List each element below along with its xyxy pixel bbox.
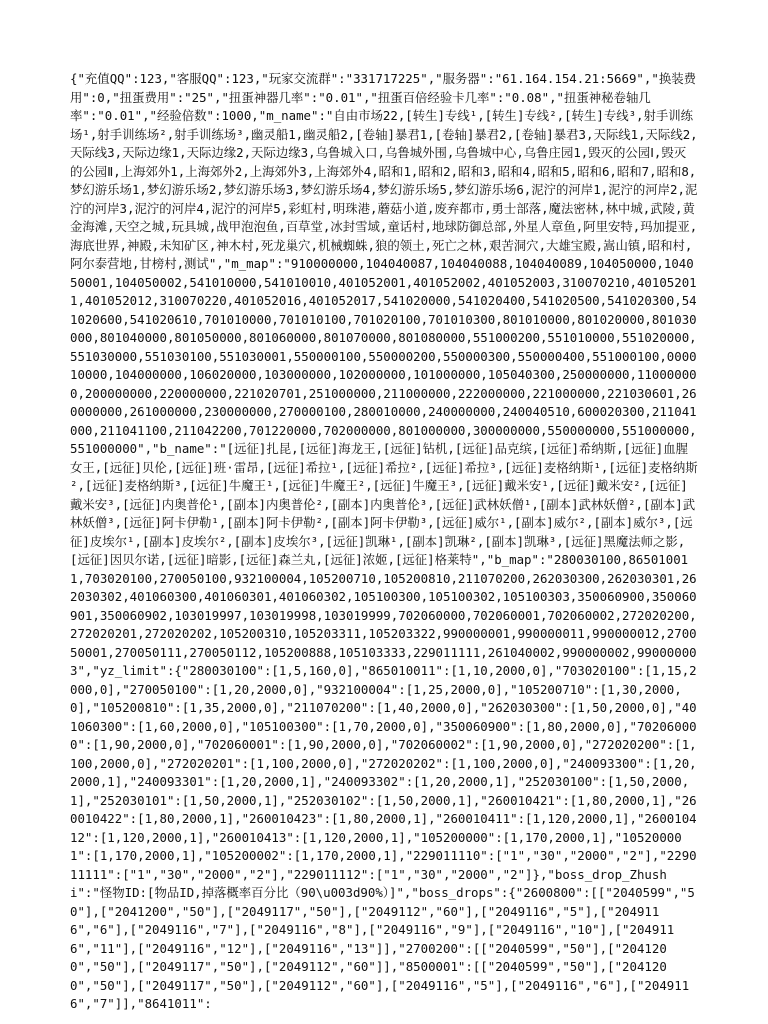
document-page xyxy=(70,70,698,1011)
config-json-text: {"充值QQ":123,"客服QQ":123,"玩家交流群":"331717225","服务器":"61.164.154.21:5669","换装费用":0,"扭蛋费用":"25","扭蛋神器几率":"0.01","扭蛋百倍经验卡几率":"0.08","扭蛋神秘卷轴几率":"0.01","经验倍数":1000,"m_name":"自由市场22,[转生]专线¹,[转生]专线²,[转生]专线³,射手训练场¹,射手训练场²,射手训练场³,幽灵船1,幽灵船2,[卷轴]暴君1,[卷轴]暴君2,[卷轴]暴君3,天际线1,天际线2,天际线3,天际边缘1,天际边缘2,天际边缘3,乌鲁城入口,乌鲁城外围,乌鲁城中心,乌鲁庄园1,毁灭的公园Ⅰ,毁灭的公园Ⅱ,上海郊外1,上海郊外2,上海郊外3,上海郊外4,昭和1,昭和2,昭和3,昭和4,昭和5,昭和6,昭和7,昭和8,梦幻游乐场1,梦幻游乐场2,梦幻游乐场3,梦幻游乐场4,梦幻游乐场5,梦幻游乐场6,泥泞的河岸1,泥泞的河岸2,泥泞的河岸3,泥泞的河岸4,泥泞的河岸5,彩虹村,明珠港,蘑菇小道,废弃都市,勇士部落,魔法密林,林中城,武陵,黄金海滩,天空之城,玩具城,战甲泡泡鱼,百草堂,冰封雪域,童话村,地球防御总部,外星人章鱼,阿里安特,玛加提亚,海底世界,神殿,未知矿区,神木村,死龙巢穴,机械蜘蛛,狼的领土,死亡之林,艰苦洞穴,大雄宝殿,嵩山镇,昭和村,阿尔泰营地,甘榜村,测试","m_map":"910000000,104040087,104040088,104040089,104050000,104050001,104050002,541010000,541010010,401052001,401052002,401052003,310070210,401052011,401052012,310070220,401052016,401052017,541020000,541020400,541020500,541020300,541020600,541020610,701010000,701010100,701020100,701010300,801010000,801020000,801030000,801040000,801050000,801060000,801070000,801080000,551000200,551010000,551020000,551030000,551030100,551030001,550000100,550000200,550000300,550000400,551000100,000010000,104000000,106020000,103000000,102000000,101000000,105040300,250000000,110000000,200000000,220000000,221020701,251000000,211000000,222000000,221000000,221030601,260000000,261000000,230000000,270000100,280010000,240000000,240040510,600020300,211041000,211041100,211042200,701220000,702000000,801000000,300000000,550000000,551000000,551000000","b_name":"[远征]扎昆,[远征]海龙王,[远征]钻机,[远征]品克缤,[远征]希纳斯,[远征]血腥女王,[远征]贝伦,[远征]班·雷昂,[远征]希拉¹,[远征]希拉²,[远征]希拉³,[远征]麦格纳斯¹,[远征]麦格纳斯²,[远征]麦格纳斯³,[远征]牛魔王¹,[远征]牛魔王²,[远征]牛魔王³,[远征]戴米安¹,[远征]戴米安²,[远征]戴米安³,[远征]内奥普伦¹,[副本]内奥普伦²,[副本]内奥普伦³,[远征]武林妖僧¹,[副本]武林妖僧²,[副本]武林妖僧³,[远征]阿卡伊勒¹,[副本]阿卡伊勒²,[副本]阿卡伊勒³,[远征]威尔¹,[副本]威尔²,[副本]威尔³,[远征]皮埃尔¹,[副本]皮埃尔²,[副本]皮埃尔³,[远征]凯琳¹,[副本]凯琳²,[副本]凯琳³,[远征]黑魔法师之影,[远征]因贝尔诺,[远征]暗影,[远征]森兰丸,[远征]浓姬,[远征]格莱特","b_map":"280030100,865010011,703020100,270050100,932100004,105200710,105200810,211070200,262030300,262030301,262030302,401060300,401060301,401060302,105100300,105100302,105100303,350060900,350060901,350060902,103019997,103019998,103019999,702060000,702060001,702060002,272020200,272020201,272020202,105200310,105203311,105203322,990000001,990000011,990000012,270050001,270050111,270050112,105200888,105103333,229011111,261040002,990000002,990000003","yz_limit":{"280030100":[1,5,160,0],"865010011":[1,10,2000,0],"703020100":[1,15,2000,0],"270050100":[1,20,2000,0],"932100004":[1,25,2000,0],"105200710":[1,30,2000,0],"105200810":[1,35,2000,0],"211070200":[1,40,2000,0],"262030300":[1,50,2000,0],"401060300":[1,60,2000,0],"105100300":[1,70,2000,0],"350060900":[1,80,2000,0],"702060000":[1,90,2000,0],"702060001":[1,90,2000,0],"702060002":[1,90,2000,0],"272020200":[1,100,2000,0],"272020201":[1,100,2000,0],"272020202":[1,100,2000,0],"240093300":[1,20,2000,1],"240093301":[1,20,2000,1],"240093302":[1,20,2000,1],"252030100":[1,50,2000,1],"252030101":[1,50,2000,1],"252030102":[1,50,2000,1],"260010421":[1,80,2000,1],"260010422":[1,80,2000,1],"260010423":[1,80,2000,1],"260010411":[1,120,2000,1],"260010412":[1,120,2000,1],"260010413":[1,120,2000,1],"105200000":[1,170,2000,1],"105200001":[1,170,2000,1],"105200002":[1,170,2000,1],"229011110":["1","30","2000","2"],"229011111":["1","30","2000","2"],"229011112":["1","30","2000","2"]},"boss_drop_Zhushi":"怪物ID:[物品ID,掉落概率百分比（90\u003d90%）]","boss_drops":{"2600800":[["2040599","50"],["2041200","50"],["2049117","50"],["2049112","60"],["2049116","5"],["2049116","6"],["2049116","7"],["2049116","8"],["2049116","9"],["2049116","10"],["2049116","11"],["2049116","12"],["2049116","13"]],"2700200":[["2040599","50"],["2041200","50"],["2049117","50"],["2049112","60"]],"8500001":[["2040599","50"],["2041200","50"],["2049117","50"],["2049112","60"],["2049116","5"],["2049116","6"],["2049116","7"]],"8641011": xyxy=(70,71,698,1011)
